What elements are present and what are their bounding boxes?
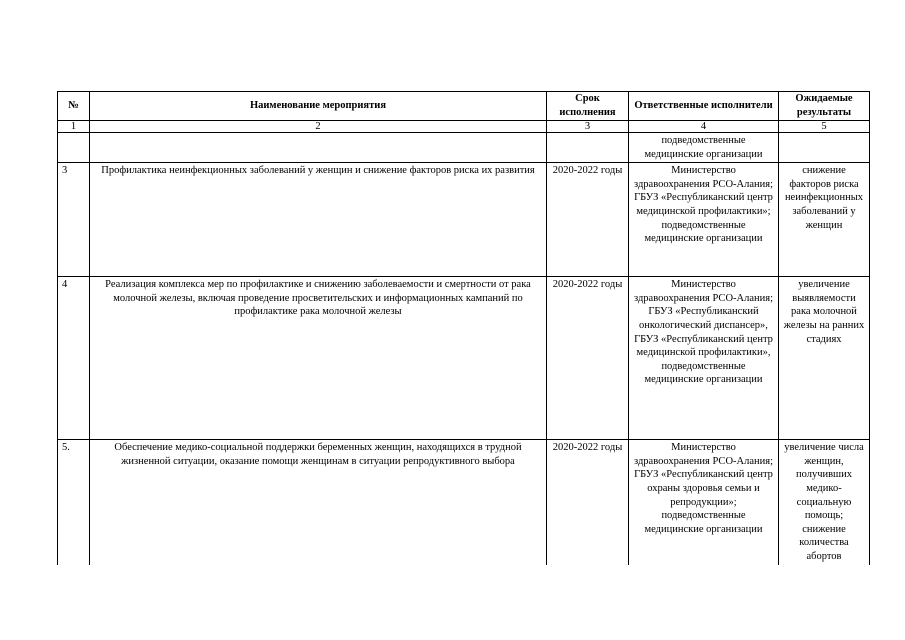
column-number: 2 [90,121,547,133]
header-number: № [58,92,90,121]
row-term: 2020-2022 годы [547,277,629,440]
row-executors: Министерство здравоохранения РСО-Алания; ГБУЗ «Республиканский онкологический диспансер», ГБУЗ «Республиканский центр медицинской профилактики», подведомственные медицинские организации [629,277,779,440]
column-number: 1 [58,121,90,133]
row-results [779,133,870,163]
column-number: 5 [779,121,870,133]
header-measure-name: Наименование мероприятия [90,92,547,121]
row-executors: Министерство здравоохранения РСО-Алания; ГБУЗ «Республиканский центр охраны здоровья семьи и репродукции»; подведомственные медицинские организации [629,440,779,565]
header-term: Срок исполнения [547,92,629,121]
header-executors: Ответственные исполнители [629,92,779,121]
row-measure-name: Профилактика неинфекционных заболеваний у женщин и снижение факторов риска их развития [90,163,547,277]
row-results: увеличение числа женщин, получивших медико-социальную помощь; снижение количества абортов [779,440,870,565]
column-number-row [58,121,870,133]
table-row [58,133,870,163]
row-measure-name: Обеспечение медико-социальной поддержки беременных женщин, находящихся в трудной жизненной ситуации, оказание помощи женщинам в ситуации репродуктивного выбора [90,440,547,565]
row-term: 2020-2022 годы [547,163,629,277]
row-executors: подведомственные медицинские организации [629,133,779,163]
row-number [58,133,90,163]
row-measure-name: Реализация комплекса мер по профилактике и снижению заболеваемости и смертности от рака молочной железы, включая проведение просветительских и информационных кампаний по профилактике рака молочной железы [90,277,547,440]
row-term: 2020-2022 годы [547,440,629,565]
table-row [58,440,870,565]
row-results: снижение факторов риска неинфекционных заболеваний у женщин [779,163,870,277]
measures-table [57,91,870,565]
row-results: увеличение выявляемости рака молочной железы на ранних стадиях [779,277,870,440]
row-executors: Министерство здравоохранения РСО-Алания; ГБУЗ «Республиканский центр медицинской профилактики»; подведомственные медицинские организации [629,163,779,277]
column-number: 3 [547,121,629,133]
column-number: 4 [629,121,779,133]
header-results: Ожидаемые результаты [779,92,870,121]
table-header-row [58,92,870,121]
row-number: 5. [58,440,90,565]
table-row [58,163,870,277]
row-number: 3 [58,163,90,277]
table-row [58,277,870,440]
row-term [547,133,629,163]
row-number: 4 [58,277,90,440]
row-measure-name [90,133,547,163]
